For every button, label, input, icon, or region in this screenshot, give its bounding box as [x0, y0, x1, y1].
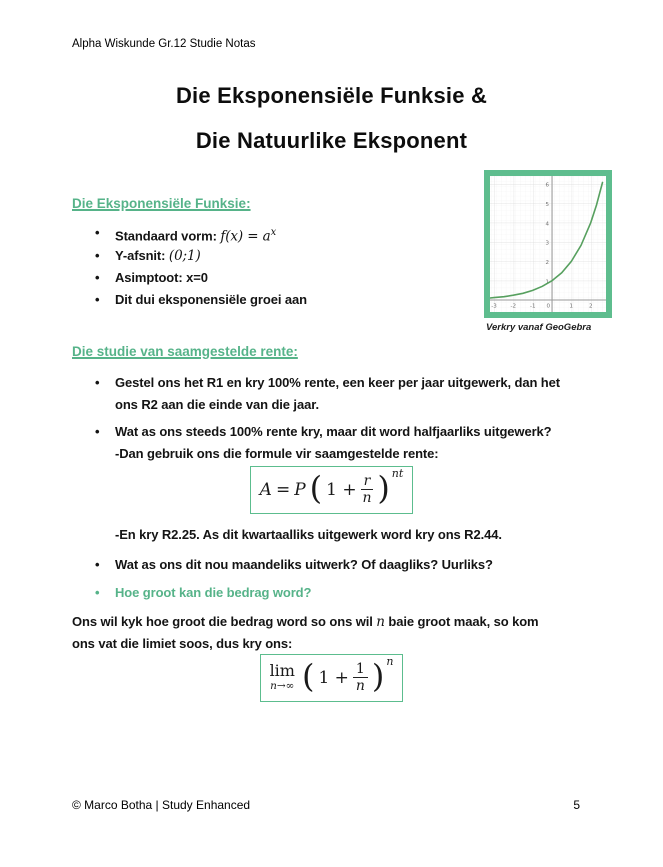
section2-heading: Die studie van saamgestelde rente:: [72, 344, 298, 359]
paragraph: [72, 611, 539, 655]
list-item: [72, 267, 208, 289]
formula-term: 1 +: [326, 479, 357, 500]
formula-exponent: n: [386, 655, 394, 668]
list-item: [72, 245, 201, 267]
math-superscript: x: [270, 227, 277, 238]
bullet-text: Wat as ons dit nou maandeliks uitwerk? Of daagliks? Uurliks?: [115, 557, 493, 572]
fraction-denominator: n: [355, 678, 365, 695]
list-item-highlight: [72, 582, 311, 604]
bullet-text: Dit dui eksponensiële groei aan: [115, 292, 307, 307]
bullet-line: -Dan gebruik ons die formule vir saamgestelde rente:: [115, 446, 439, 461]
bullet-text: Hoe groot kan die bedrag word?: [115, 585, 312, 600]
y-tick: 5: [545, 202, 549, 208]
bullet-line: • Wat as ons steeds 100% rente kry, maar dit word halfjaarliks uitgewerk?: [115, 424, 552, 439]
paragraph-line: ons vat die limiet soos, dus kry ons:: [72, 636, 293, 651]
x-tick: 2: [588, 303, 593, 310]
bullet-line: ons R2 aan die einde van die jaar.: [115, 397, 319, 412]
list-item: [72, 289, 307, 311]
math-inline: n: [376, 614, 385, 630]
y-tick: 2: [545, 260, 549, 266]
paragraph-text: baie groot maak, so kom: [384, 614, 539, 629]
formula-compound-interest: A = P ( 1 + $\frac{r}{n}$ ) nt: [250, 466, 414, 514]
page-title-line2: Die Natuurlike Eksponent: [195, 128, 468, 153]
header-text: Alpha Wiskunde Gr.12 Studie Notas: [72, 38, 256, 50]
x-tick: 0: [546, 303, 550, 310]
page-number: 5: [573, 798, 580, 812]
lim-subscript: n→∞: [270, 680, 295, 693]
y-tick: 3: [545, 240, 549, 247]
formula-var: P: [294, 479, 306, 500]
formula-exponent: nt: [391, 467, 404, 480]
math-inline: f(x) = a: [220, 228, 271, 245]
limit-operator: [270, 663, 295, 692]
fraction: [353, 661, 368, 694]
math-inline: (0;1): [168, 248, 201, 264]
list-item: [72, 372, 560, 416]
x-tick: 1: [569, 303, 574, 310]
paragraph-line: [72, 611, 539, 633]
bullet-line: • Gestel ons het R1 en kry 100% rente, een keer per jaar uitgewerk, dan het: [115, 375, 560, 390]
section1-heading: Die Eksponensiële Funksie:: [72, 196, 251, 211]
x-tick: -3: [491, 303, 497, 310]
footer-copyright: © Marco Botha | Study Enhanced: [72, 798, 251, 812]
paragraph-text: Ons wil kyk hoe groot die bedrag word so ons wil: [72, 614, 377, 629]
y-tick: 1: [545, 279, 549, 286]
exponential-graph-figure: [484, 170, 612, 318]
list-item: [72, 554, 493, 576]
bullet-text: Y-afsnit:: [115, 248, 169, 263]
lim-label: lim: [269, 661, 295, 681]
x-tick: -2: [510, 303, 517, 310]
fraction: [361, 473, 374, 506]
x-tick: -1: [529, 303, 536, 310]
formula-term: 1 +: [318, 667, 349, 688]
formula-limit: lim n→∞ ( 1 + $\frac{1}{n}$ ) n: [260, 654, 404, 702]
fraction-numerator: r: [361, 473, 374, 490]
fraction-numerator: 1: [353, 661, 368, 678]
y-tick: 6: [545, 182, 549, 189]
formula-operator: =: [275, 479, 291, 500]
exponential-graph-svg: [490, 176, 606, 312]
formula-var: A: [259, 479, 272, 500]
bullet-text: Standaard vorm:: [115, 228, 221, 244]
fraction-denominator: n: [362, 490, 372, 507]
list-item: [72, 222, 276, 247]
page-title-line1: Die Eksponensiële Funksie &: [175, 83, 488, 108]
continuation-text: -En kry R2.25. As dit kwartaalliks uitgewerk word kry ons R2.44.: [115, 527, 502, 542]
list-item: [72, 421, 552, 465]
bullet-text: Asimptoot: x=0: [115, 270, 208, 285]
y-tick: 4: [545, 221, 549, 228]
graph-caption: Verkry vanaf GeoGebra: [486, 322, 592, 333]
